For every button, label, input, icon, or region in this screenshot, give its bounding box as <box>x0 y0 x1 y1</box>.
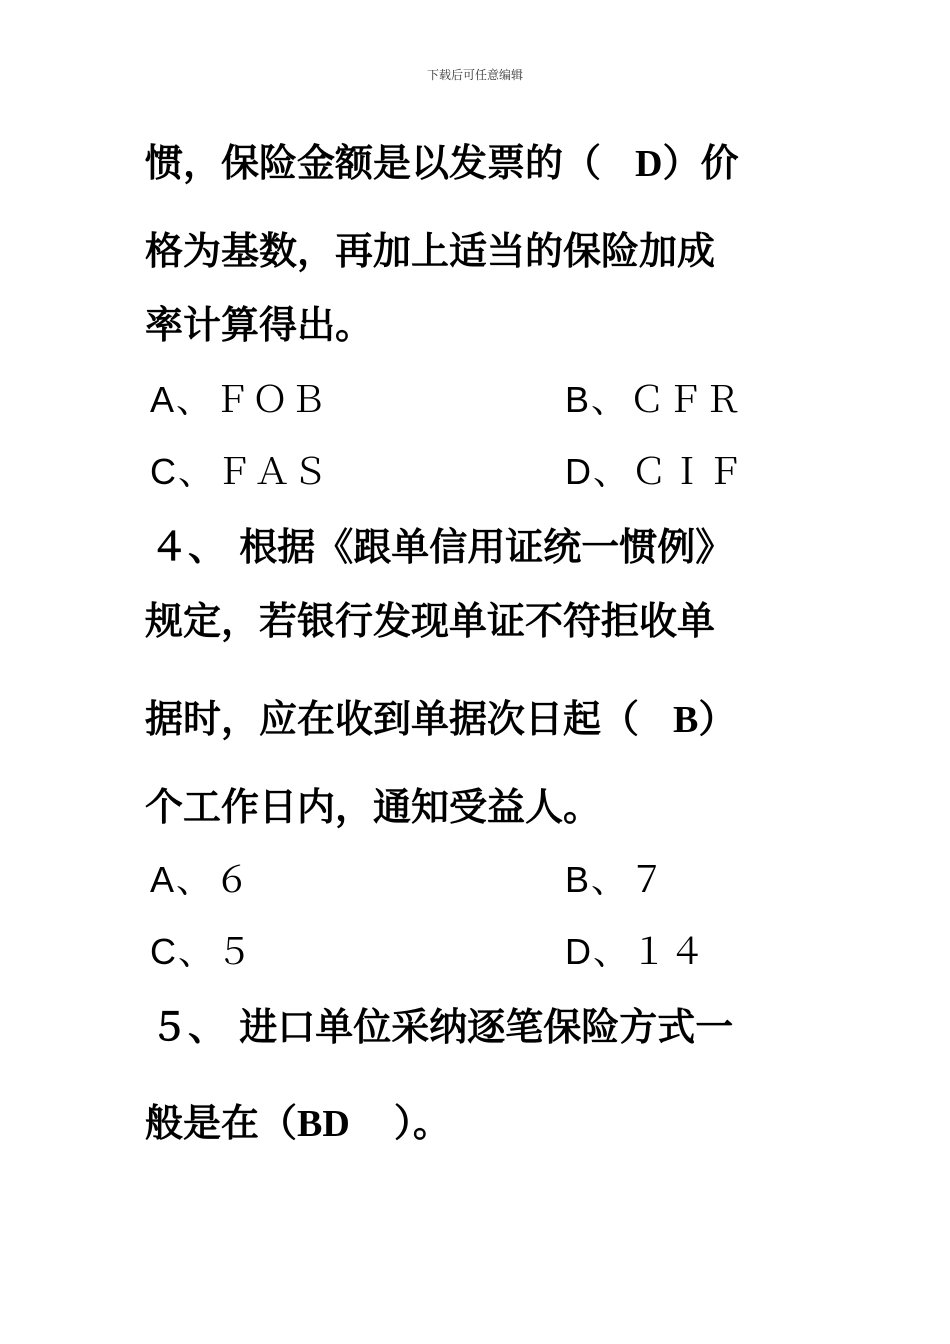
q4-option-c: C、５ <box>150 931 254 972</box>
q3-option-a: A、ＦＯＢ <box>150 379 329 420</box>
q5-line-2-end: ）。 <box>393 1101 451 1145</box>
q5-answer: BD <box>297 1103 350 1145</box>
q3-option-c: C、ＦＡＳ <box>150 451 330 492</box>
q5-line-2-text: 般是在（ <box>145 1101 298 1145</box>
q3-line-1-text: 惯，保险金额是以发票的（ <box>145 141 602 185</box>
q4-option-b: B、７ <box>565 859 668 900</box>
q3-option-b: B、ＣＦＲ <box>565 379 744 420</box>
q3-answer: D <box>635 143 663 185</box>
q5-line-1: ５、 进口单位采纳逐笔保险方式一 <box>150 1005 734 1049</box>
q3-option-d: D、ＣＩＦ <box>565 451 745 492</box>
q3-line-1 <box>145 141 739 185</box>
q4-option-d: D、１４ <box>565 931 707 972</box>
q4-line-1: ４、 根据《跟单信用证统一惯例》 <box>150 525 734 569</box>
q4-option-a: A、６ <box>150 859 253 900</box>
q4-line-4: 个工作日内，通知受益人。 <box>145 785 602 829</box>
q4-answer: B <box>673 699 699 741</box>
q3-line-1-end: ）价 <box>662 141 739 185</box>
q4-line-3 <box>145 697 737 741</box>
q4-line-3-text: 据时，应在收到单据次日起（ <box>145 697 640 741</box>
q5-line-2 <box>145 1101 451 1145</box>
page-header: 下载后可任意编辑 <box>426 68 523 82</box>
q3-line-3: 率计算得出。 <box>145 303 374 347</box>
q4-line-3-end: ） <box>698 697 737 741</box>
q3-line-2: 格为基数，再加上适当的保险加成 <box>145 229 716 273</box>
q4-line-2: 规定，若银行发现单证不符拒收单 <box>145 599 716 643</box>
